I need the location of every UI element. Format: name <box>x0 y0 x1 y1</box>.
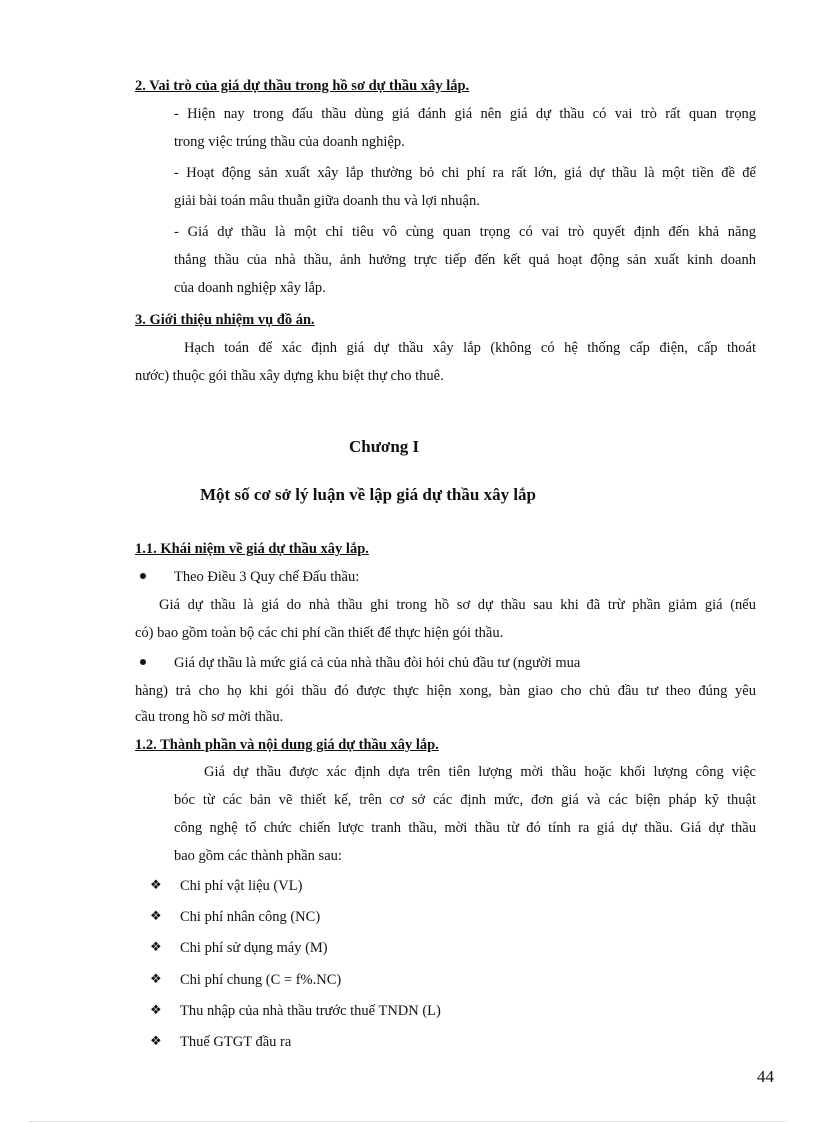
section-1-2-para-line2: bóc từ các bản vẽ thiết kế, trên cơ sở các định mức, đơn giá và các biện pháp kỹ thuật <box>174 792 756 808</box>
section-2-heading: 2. Vai trò của giá dự thầu trong hồ sơ dự thầu xây lắp. <box>135 78 470 94</box>
diamond-bullet-icon: ❖ <box>150 878 162 893</box>
section-2-p3-line2: thắng thầu của nhà thầu, ảnh hưởng trực tiếp đến kết quả hoạt động sản xuất kinh doanh <box>174 252 756 268</box>
section-3-line2: nước) thuộc gói thầu xây dựng khu biệt thự cho thuê. <box>135 368 444 384</box>
section-1-2-para-line3: công nghệ tổ chức chiến lược tranh thầu, mời thầu từ đó tính ra giá dự thầu. Giá dự thầu <box>174 820 756 836</box>
bullet-dot-icon <box>140 573 146 579</box>
list-item: Thuế GTGT đầu ra <box>180 1034 292 1050</box>
diamond-bullet-icon: ❖ <box>150 940 162 955</box>
section-1-2-heading: 1.2. Thành phần và nội dung giá dự thầu xây lắp. <box>135 737 439 753</box>
diamond-bullet-icon: ❖ <box>150 909 162 924</box>
section-1-1-heading: 1.1. Khái niệm về giá dự thầu xây lắp. <box>135 541 369 557</box>
list-item: Chi phí vật liệu (VL) <box>180 878 303 894</box>
section-1-1-para1-line2: có) bao gồm toàn bộ các chi phí cần thiết để thực hiện gói thầu. <box>135 625 504 641</box>
section-1-1-bullet2: Giá dự thầu là mức giá cả của nhà thầu đòi hỏi chủ đầu tư (người mua <box>174 655 581 671</box>
section-2-p1-line1: - Hiện nay trong đấu thầu dùng giá đánh giá nên giá dự thầu có vai trò rất quan trọng <box>174 106 756 122</box>
section-2-p2-line2: giải bài toán mâu thuẫn giữa doanh thu và lợi nhuận. <box>174 193 480 209</box>
diamond-bullet-icon: ❖ <box>150 972 162 987</box>
diamond-bullet-icon: ❖ <box>150 1034 162 1049</box>
section-1-1-bullet1: Theo Điều 3 Quy chế Đấu thầu: <box>174 569 360 585</box>
page-bottom-rule <box>30 1121 786 1122</box>
section-2-p3-line1: - Giá dự thầu là một chỉ tiêu vô cùng quan trọng có vai trò quyết định đến khả năng <box>174 224 756 240</box>
section-3-heading: 3. Giới thiệu nhiệm vụ đồ án. <box>135 312 315 328</box>
diamond-bullet-icon: ❖ <box>150 1003 162 1018</box>
section-1-1-para1-line1: Giá dự thầu là giá do nhà thầu ghi trong hồ sơ dự thầu sau khi đã trừ phần giảm giá (nếu <box>159 597 756 613</box>
chapter-title: Một số cơ sở lý luận về lập giá dự thầu xây lắp <box>200 485 537 504</box>
section-1-1-para2-line1: hàng) trả cho họ khi gói thầu đó được thực hiện xong, bàn giao cho chủ đầu tư theo đúng yêu <box>135 683 756 699</box>
section-3-line1: Hạch toán để xác định giá dự thầu xây lắp (không có hệ thống cấp điện, cấp thoát <box>184 340 756 356</box>
section-2-p2-line1: - Hoạt động sản xuất xây lắp thường bỏ chi phí ra rất lớn, giá dự thầu là một tiền đề để <box>174 165 756 181</box>
section-1-2-para-line1: Giá dự thầu được xác định dựa trên tiên lượng mời thầu hoặc khối lượng công việc <box>204 764 756 780</box>
section-2-p3-line3: của doanh nghiệp xây lắp. <box>174 280 326 296</box>
list-item: Chi phí nhân công (NC) <box>180 909 321 925</box>
bullet-dot-icon <box>140 659 146 665</box>
section-1-2-para-line4: bao gồm các thành phần sau: <box>174 848 342 864</box>
list-item: Chi phí sử dụng máy (M) <box>180 940 328 956</box>
page-number: 44 <box>757 1067 774 1086</box>
list-item: Thu nhập của nhà thầu trước thuế TNDN (L) <box>180 1003 441 1019</box>
section-1-1-para2-line2: cầu trong hồ sơ mời thầu. <box>135 709 284 725</box>
section-2-p1-line2: trong việc trúng thầu của doanh nghiệp. <box>174 134 405 150</box>
chapter-label: Chương I <box>349 437 420 456</box>
list-item: Chi phí chung (C = f%.NC) <box>180 972 342 988</box>
